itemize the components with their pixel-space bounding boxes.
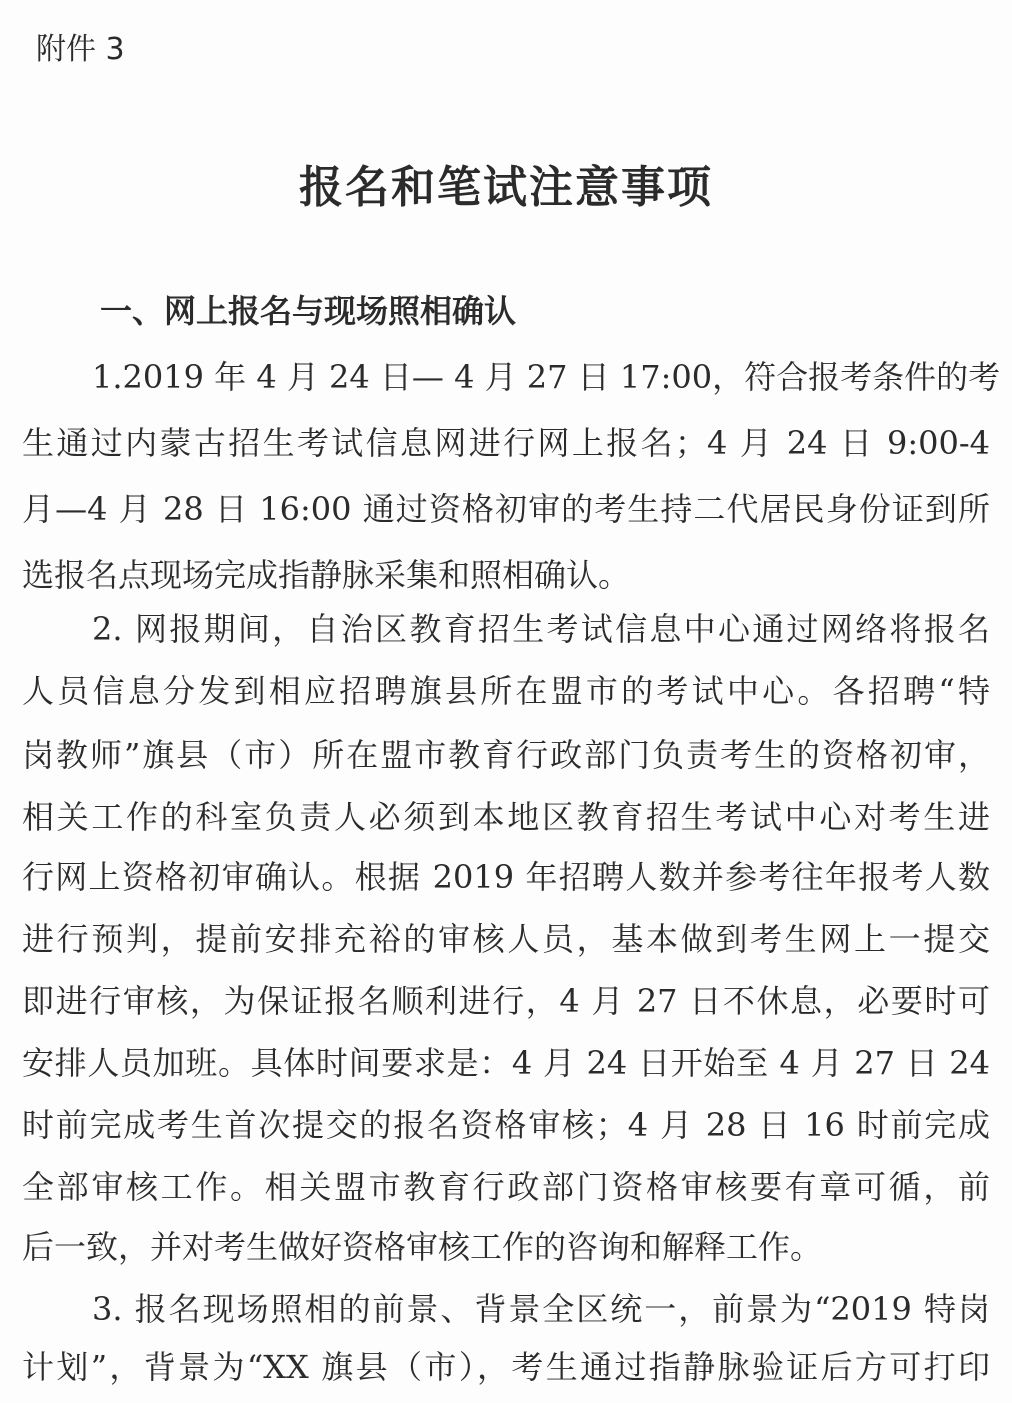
section-heading-1: 一、网上报名与现场照相确认 (100, 292, 517, 330)
paragraph-line: 3. 报名现场照相的前景、背景全区统一，前景为“2019 特岗 (92, 1290, 990, 1328)
paragraph-line: 2. 网报期间，自治区教育招生考试信息中心通过网络将报名 (92, 610, 990, 648)
paragraph-line: 行网上资格初审确认。根据 2019 年招聘人数并参考往年报考人数 (22, 858, 990, 896)
paragraph-line: 计划”，背景为“XX 旗县（市），考生通过指静脉验证后方可打印 (22, 1348, 990, 1386)
paragraph-line: 选报名点现场完成指静脉采集和照相确认。 (22, 556, 631, 594)
paragraph-line: 即进行审核，为保证报名顺利进行，4 月 27 日不休息，必要时可 (22, 982, 990, 1020)
document-title: 报名和笔试注意事项 (299, 162, 713, 213)
paragraph-line: 1.2019 年 4 月 24 日— 4 月 27 日 17:00，符合报考条件的考 (92, 358, 1001, 396)
paragraph-line: 人员信息分发到相应招聘旗县所在盟市的考试中心。各招聘“特 (22, 672, 990, 710)
paragraph-line: 月—4 月 28 日 16:00 通过资格初审的考生持二代居民身份证到所 (22, 490, 990, 528)
attachment-label: 附件 3 (36, 32, 125, 67)
paragraph-line: 岗教师”旗县（市）所在盟市教育行政部门负责考生的资格初审， (22, 736, 990, 774)
paragraph-line: 时前完成考生首次提交的报名资格审核；4 月 28 日 16 时前完成 (22, 1106, 990, 1144)
paragraph-line: 相关工作的科室负责人必须到本地区教育招生考试中心对考生进 (22, 798, 990, 836)
paragraph-line: 后一致，并对考生做好资格审核工作的咨询和解释工作。 (22, 1228, 823, 1266)
paragraph-line: 进行预判，提前安排充裕的审核人员，基本做到考生网上一提交 (22, 920, 990, 958)
paragraph-line: 安排人员加班。具体时间要求是：4 月 24 日开始至 4 月 27 日 24 (22, 1044, 990, 1082)
paragraph-line: 全部审核工作。相关盟市教育行政部门资格审核要有章可循，前 (22, 1168, 990, 1206)
paragraph-line: 生通过内蒙古招生考试信息网进行网上报名；4 月 24 日 9:00-4 (22, 424, 990, 462)
